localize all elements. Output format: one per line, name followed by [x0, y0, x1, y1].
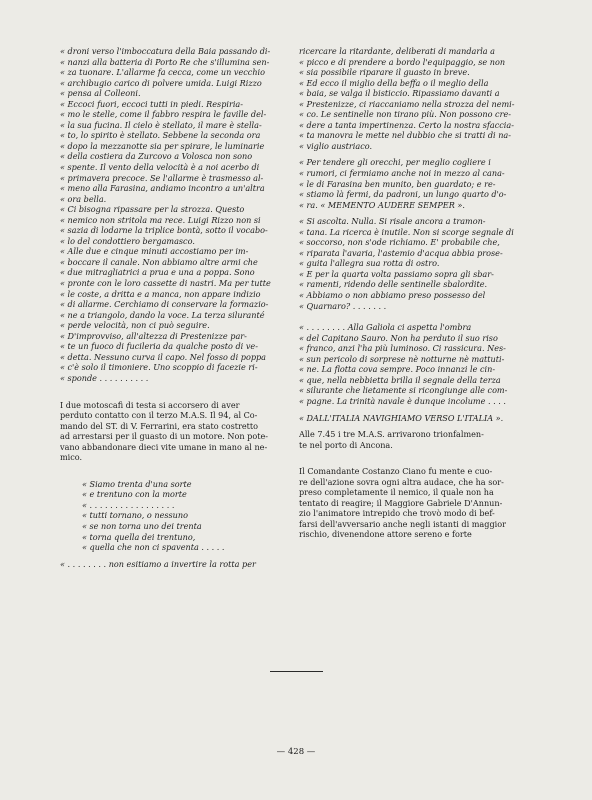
- paragraph-line: « Prestenizze, ci riaccaniamo nella strozza del nemi-: [299, 98, 515, 109]
- paragraph: [299, 429, 531, 450]
- paragraph: [299, 413, 531, 424]
- paragraph-line: « ta manovra le mette nel dubbio che si tratti di na-: [299, 130, 511, 141]
- verse: [60, 479, 289, 553]
- paragraph-line: « nanzi alla batteria di Porto Re che s'illumina sen-: [60, 56, 270, 67]
- paragraph-line: « sponde . . . . . . . . . .: [60, 372, 149, 383]
- paragraph-line: « Per tendere gli orecchi, per meglio cogliere i: [299, 157, 491, 168]
- paragraph-line: « quella che non ci spaventa . . . . .: [82, 542, 225, 553]
- paragraph-line: « guita l'allegra sua rotta di ostro.: [299, 258, 440, 269]
- paragraph: [299, 216, 531, 269]
- paragraph-line: I due motoscafi di testa si accorsero di aver: [60, 399, 240, 410]
- paragraph-line: « dopo la mezzanotte sia per spirare, le luminarie: [60, 140, 265, 151]
- left-column: [60, 46, 289, 569]
- paragraph-line: re dell'azione sovra ogni altra audace, che ha sor-: [299, 476, 504, 487]
- paragraph-line: « Ci bisogna ripassare per la strozza. Questo: [60, 204, 245, 215]
- paragraph-line: « silurante che lietamente si ricongiunge alle com-: [299, 385, 508, 396]
- paragraph-line: « stiamo là fermi, da padroni, un lungo quarto d'o-: [299, 189, 507, 200]
- paragraph-line: vano abbandonare dieci vite umane in mano al ne-: [60, 441, 268, 452]
- paragraph-line: Alle 7.45 i tre M.A.S. arrivarono trionfalmen-: [299, 429, 484, 440]
- paragraph-line: « e trentuno con la morte: [82, 489, 187, 500]
- paragraph-line: « ne a triangolo, dando la voce. La terza siluranté: [60, 309, 265, 320]
- paragraph-line: « DALL'ITALIA NAVIGHIAMO VERSO L'ITALIA ».: [299, 412, 504, 423]
- paragraph-line: « ramenti, ridendo delle sentinelle sbalordite.: [299, 279, 488, 290]
- paragraph-line: « primavera precoce. Se l'allarme è trasmesso al-: [60, 172, 264, 183]
- paragraph-line: « Ed ecco il miglio della beffa o il meglio della: [299, 77, 489, 88]
- paragraph-line: ricercare la ritardante, deliberati di mandarla a: [299, 46, 496, 56]
- paragraph-line: « sia possibile riparare il guasto in breve.: [299, 67, 470, 78]
- paragraph: [299, 269, 531, 290]
- paragraph-line: « c'è solo il timoniere. Uno scoppio di facezie ri-: [60, 362, 258, 373]
- paragraph-line: « D'improvviso, all'altezza di Prestenizze par-: [60, 330, 247, 341]
- paragraph: [60, 400, 289, 463]
- paragraph-line: « pronte con le loro cassette di nastri. Ma per tutte: [60, 278, 271, 289]
- paragraph-line: te nel porto di Ancona.: [299, 439, 393, 450]
- paragraph: [60, 246, 289, 330]
- paragraph-line: « lo del condottiero bergamasco.: [60, 235, 195, 246]
- paragraph-line: « le coste, a dritta e a manca, non appare indizio: [60, 288, 261, 299]
- paragraph-line: « te un fuoco di fucileria da qualche posto di ve-: [60, 341, 258, 352]
- paragraph-line: « . . . . . . . . . . . . . . . . .: [82, 499, 175, 510]
- paragraph-line: « . . . . . . . . Alla Galiola ci aspetta l'ombra: [299, 322, 472, 333]
- paragraph-line: « viglio austriaco.: [299, 140, 373, 151]
- paragraph-line: « sun pericolo di sorprese nè notturne nè mattuti-: [299, 353, 505, 364]
- paragraph: [60, 99, 289, 204]
- paragraph-line: « soccorso, non s'ode richiamo. E' probabile che,: [299, 237, 500, 248]
- paragraph-line: « del Capitano Sauro. Non ha perduto il suo riso: [299, 332, 498, 343]
- paragraph: [299, 78, 531, 152]
- paragraph: [299, 322, 531, 406]
- paragraph-line: « rumori, ci fermiamo anche noi in mezzo al cana-: [299, 168, 505, 179]
- paragraph-line: « di allarme. Cerchiamo di conservare la formazio-: [60, 299, 269, 310]
- paragraph-line: perduto contatto con il terzo M.A.S. Il 94, al Co-: [60, 410, 258, 421]
- paragraph-line: « Eccoci fuori, eccoci tutti in piedi. Respiria-: [60, 98, 243, 109]
- paragraph-line: « . . . . . . . . non esitiamo a invertire la rotta per: [60, 558, 256, 569]
- paragraph-line: tentato di reagire; il Maggiore Gabriele D'Annun-: [299, 497, 503, 508]
- paragraph-line: « nemico non stritola ma rece. Luigi Rizzo non si: [60, 214, 261, 225]
- paragraph-line: « meno alla Farasina, andiamo incontro a un'altra: [60, 183, 265, 194]
- paragraph-line: « pensa al Colleoni.: [60, 88, 141, 99]
- paragraph-line: « Siamo trenta d'una sorte: [82, 478, 192, 489]
- paragraph-line: « archibugio carico di polvere umida. Luigi Rizzo: [60, 77, 262, 88]
- paragraph-line: « tutti tornano, o nessuno: [82, 510, 188, 521]
- paragraph-line: « due mitragliatrici a prua e una a poppa. Sono: [60, 267, 255, 278]
- paragraph-line: « della costiera da Zurcovo a Volosca non sono: [60, 151, 253, 162]
- paragraph-line: mando del ST. di V. Ferrarini, era stato costretto: [60, 420, 259, 431]
- paragraph-line: « E per la quarta volta passiamo sopra gli sbar-: [299, 268, 494, 279]
- page-number: — 428 —: [276, 747, 316, 757]
- paragraph: [60, 331, 289, 384]
- paragraph: [299, 466, 531, 540]
- paragraph-line: « se non torna uno dei trenta: [82, 520, 202, 531]
- paragraph-line: Il Comandante Costanzo Ciano fu mente e cuo-: [299, 466, 493, 477]
- paragraph-line: « Si ascolta. Nulla. Si risale ancora a tramon-: [299, 216, 486, 227]
- paragraph-line: « picco e di prendere a bordo l'equipaggio, se non: [299, 56, 506, 67]
- paragraph: [60, 46, 289, 99]
- paragraph-line: « dere a tanta impertinenza. Certo la nostra sfaccia-: [299, 119, 514, 130]
- paragraph-line: « Quarnaro? . . . . . . .: [299, 300, 387, 311]
- paragraph-line: « detta. Nessuno curva il capo. Nel fosso di poppa: [60, 351, 267, 362]
- paragraph-line: zio l'animatore intrepido che trovò modo di bef-: [299, 508, 495, 519]
- paragraph-line: « spente. Il vento della velocità è a noi acerbo di: [60, 162, 260, 173]
- paragraph-line: « perde velocità, non ci può seguire.: [60, 320, 210, 331]
- paragraph: [299, 46, 531, 78]
- paragraph-line: « torna quella dei trentuno,: [82, 531, 196, 542]
- paragraph-line: « ora bella.: [60, 193, 107, 204]
- paragraph-line: « boccare il canale. Non abbiamo altre armi che: [60, 256, 258, 267]
- paragraph-line: ad arrestarsi per il guasto di un motore. Non pote-: [60, 431, 268, 442]
- right-column: [299, 46, 531, 540]
- paragraph-line: « co. Le sentinelle non tirano più. Non possono cre-: [299, 109, 511, 120]
- paragraph-line: « le di Farasina ben munito, ben guardato; e re-: [299, 178, 496, 189]
- paragraph: [299, 157, 531, 210]
- paragraph-line: preso completamente il nemico, il quale non ha: [299, 487, 494, 498]
- paragraph-line: rischio, divenendone attore sereno e forte: [299, 529, 472, 540]
- paragraph-line: « droni verso l'imboccatura della Baia passando di-: [60, 46, 271, 56]
- paragraph-line: « za tuonare. L'allarme fa cecca, come un vecchio: [60, 67, 265, 78]
- paragraph-line: « pagne. La trinità navale è dunque incolume . . . .: [299, 395, 506, 406]
- paragraph-line: « que, nella nebbietta brilla il segnale della terza: [299, 374, 501, 385]
- paragraph-line: farsi dell'avversario anche negli istanti di maggior: [299, 518, 506, 529]
- paragraph-line: « riparata l'avaria, l'astemio d'acqua abbia prose-: [299, 247, 503, 258]
- paragraph-line: « franco, anzi l'ha più luminoso. Ci rassicura. Nes-: [299, 343, 506, 354]
- paragraph: [60, 204, 289, 246]
- paragraph-line: « Alle due e cinque minuti accostiamo per im-: [60, 246, 249, 257]
- horizontal-rule: [270, 671, 323, 672]
- paragraph-line: « Abbiamo o non abbiamo preso possesso del: [299, 290, 486, 301]
- paragraph: [299, 290, 531, 311]
- paragraph-line: « baia, se valga il bisticcio. Ripassiamo davanti a: [299, 88, 500, 99]
- paragraph-line: « ne. La flotta cova sempre. Poco innanzi le cin-: [299, 364, 496, 375]
- paragraph-line: « tana. La ricerca è inutile. Non si scorge segnale di: [299, 226, 514, 237]
- paragraph-line: « ra. « MEMENTO AUDERE SEMPER ».: [299, 199, 465, 210]
- paragraph-line: « mo le stelle, come il fabbro respira le faville del-: [60, 109, 267, 120]
- paragraph-line: mico.: [60, 452, 83, 463]
- paragraph-line: « to, lo spirito è stellato. Sebbene la seconda ora: [60, 130, 261, 141]
- paragraph-line: « la sua fucina. Il cielo è stellato, il mare è stella-: [60, 119, 262, 130]
- paragraph-line: « sazia di lodarne la triplice bontà, sotto il vocabo-: [60, 225, 268, 236]
